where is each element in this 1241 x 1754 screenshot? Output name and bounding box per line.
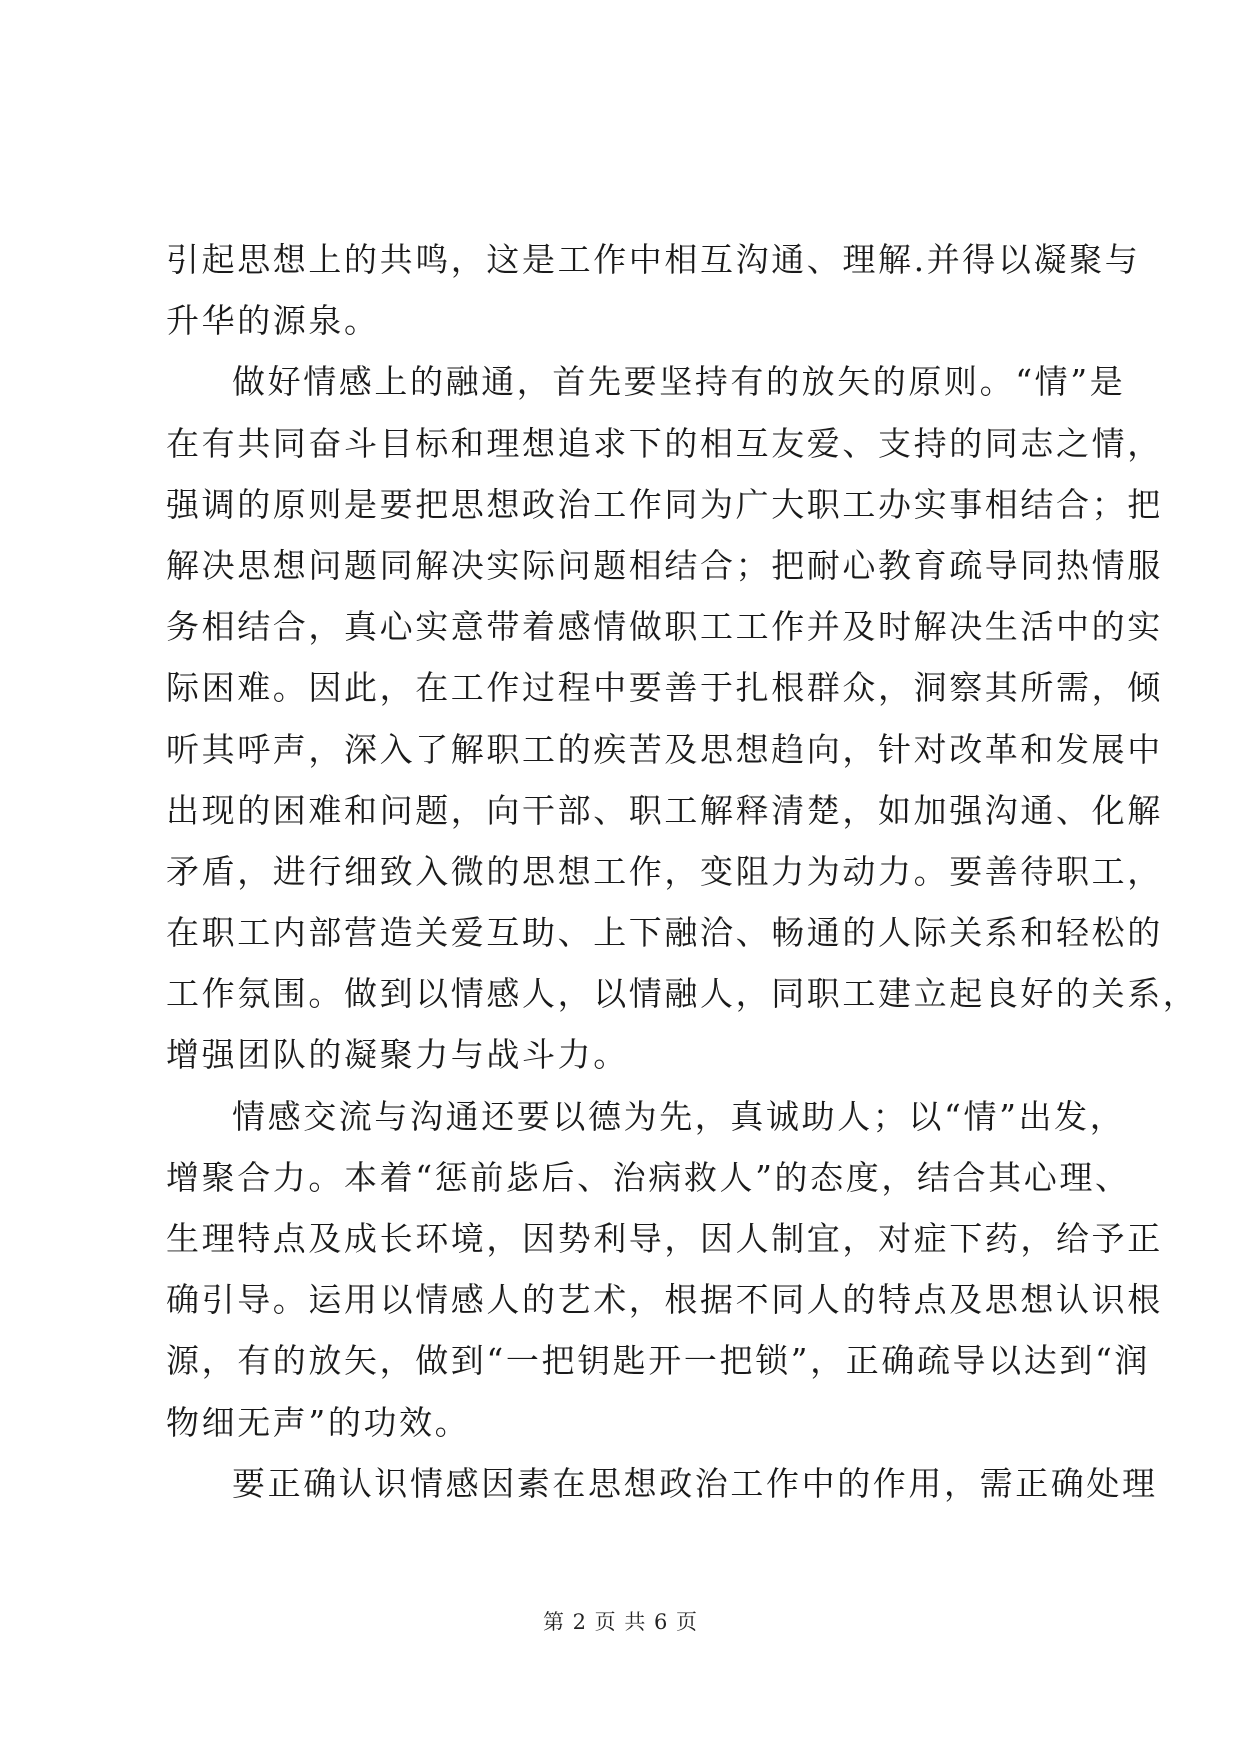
text-line: 源，有的放矢，做到“一把钥匙开一把锁”，正确疏导以达到“润 bbox=[166, 1341, 1151, 1381]
text-line: 矛盾，进行细致入微的思想工作，变阻力为动力。要善待职工， bbox=[166, 851, 1163, 891]
text-line: 听其呼声，深入了解职工的疾苦及思想趋向，针对改革和发展中 bbox=[166, 729, 1163, 769]
text-line: 物细无声”的功效。 bbox=[166, 1402, 471, 1442]
text-line: 增聚合力。本着“惩前毖后、治病救人”的态度，结合其心理、 bbox=[166, 1157, 1131, 1197]
text-line: 生理特点及成长环境，因势利导，因人制宜，对症下药，给予正 bbox=[166, 1219, 1163, 1258]
document-body bbox=[166, 229, 1199, 1514]
text-line: 引起思想上的共鸣，这是工作中相互沟通、理解.并得以凝聚与 bbox=[166, 240, 1141, 279]
text-line: 际困难。因此，在工作过程中要善于扎根群众，洞察其所需，倾 bbox=[166, 668, 1163, 708]
paragraph-start-line: 情感交流与沟通还要以德为先，真诚助人；以“情”出发， bbox=[232, 1096, 1126, 1136]
paragraph-start-line: 要正确认识情感因素在思想政治工作中的作用，需正确处理 bbox=[232, 1463, 1158, 1503]
text-line: 解决思想问题同解决实际问题相结合；把耐心教育疏导同热情服 bbox=[166, 545, 1163, 585]
text-line: 在职工内部营造关爱互助、上下融洽、畅通的人际关系和轻松的 bbox=[166, 913, 1163, 953]
text-line: 出现的困难和问题，向干部、职工解释清楚，如加强沟通、化解 bbox=[166, 790, 1163, 830]
page-number-footer: 第 2 页 共 6 页 bbox=[542, 1610, 699, 1634]
text-line: 在有共同奋斗目标和理想追求下的相互友爱、支持的同志之情， bbox=[166, 423, 1163, 463]
text-line: 强调的原则是要把思想政治工作同为广大职工办实事相结合；把 bbox=[166, 484, 1163, 524]
text-line: 工作氛围。做到以情感人，以情融人，同职工建立起良好的关系， bbox=[166, 974, 1199, 1014]
text-line: 增强团队的凝聚力与战斗力。 bbox=[166, 1035, 629, 1075]
text-line: 确引导。运用以情感人的艺术，根据不同人的特点及思想认识根 bbox=[166, 1280, 1163, 1320]
text-line: 务相结合，真心实意带着感情做职工工作并及时解决生活中的实 bbox=[166, 607, 1163, 647]
paragraph-start-line: 做好情感上的融通，首先要坚持有的放矢的原则。“情”是 bbox=[232, 362, 1126, 402]
text-line: 升华的源泉。 bbox=[166, 301, 380, 341]
